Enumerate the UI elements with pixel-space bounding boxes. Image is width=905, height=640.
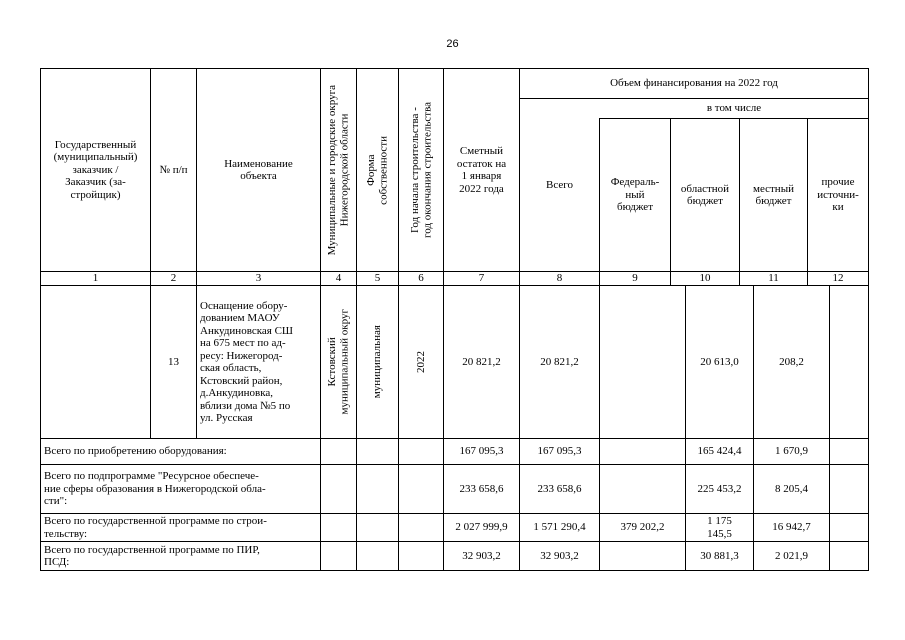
header-number: № п/п [159,163,188,176]
header-years: Год начала строительства - год окончания строительства [408,102,433,238]
header-balance: Сметный остаток на 1 января 2022 года [456,145,507,195]
column-number: 7 [478,272,485,285]
column-number: 2 [170,272,177,285]
row-municipality-cell [321,286,356,438]
header-federal: Федераль- ный бюджет [610,176,660,214]
total-sum: 1 571 290,4 [533,521,586,534]
row-local: 208,2 [779,355,804,368]
total-other [830,514,868,541]
header-customer: Государственный (муниципальный) заказчик / Заказчик (за- стройщик) [53,138,138,201]
column-number: 10 [699,272,711,285]
total-regional: 30 881,3 [700,549,739,562]
header-total: Всего [546,178,573,191]
header-municipality: Муниципальные и городские округа Нижегородской области [326,84,351,256]
row-object-name: Оснащение обору- дованием МАОУ Анкудиновская СШ на 675 мест по ад- ресу: Нижегород- ская область, Кстовский район, д.Анкудиновка, вблизи дома №5 по ул. Русская [200,299,294,424]
total-label: Всего по приобретению оборудования: [44,445,227,458]
header-years-cell [399,69,443,271]
total-balance: 167 095,3 [459,445,504,458]
column-number: 5 [374,272,381,285]
header-local: местный бюджет [753,182,794,207]
total-balance: 2 027 999,9 [455,521,508,534]
column-number: 3 [255,272,262,285]
row-years-cell [399,286,443,438]
column-number: 8 [556,272,563,285]
column-number: 4 [335,272,342,285]
header-including: в том числе [706,102,762,115]
row-municipality: Кстовский муниципальный округ [326,309,351,415]
total-federal [600,439,685,464]
row-federal [600,286,685,438]
row-ownership-cell [357,286,398,438]
row-total: 20 821,2 [540,355,579,368]
header-municipality-cell [321,69,356,271]
total-federal [600,465,685,513]
row-regional: 20 613,0 [700,355,739,368]
column-number: 11 [768,272,779,285]
total-label: Всего по подпрограмме "Ресурсное обеспече- ние сферы образования в Нижегородской обла- сти": [44,470,266,508]
total-regional: 1 175 145,5 [707,515,732,540]
total-local: 16 942,7 [772,521,811,534]
header-other: прочие источни- ки [817,176,859,214]
total-sum: 167 095,3 [537,445,582,458]
total-other [830,465,868,513]
total-sum: 233 658,6 [537,482,582,495]
total-other [830,439,868,464]
column-number: 9 [632,272,638,285]
row-balance: 20 821,2 [462,355,501,368]
total-sum: 32 903,2 [540,549,579,562]
row-years: 2022 [414,351,427,373]
header-ownership-cell [357,69,398,271]
total-local: 2 021,9 [775,549,808,562]
row-other [830,286,868,438]
header-funding: Объем финансирования на 2022 год [610,77,778,90]
total-federal [600,542,685,570]
row-ownership: муниципальная [371,325,384,399]
total-balance: 32 903,2 [462,549,501,562]
total-balance: 233 658,6 [459,482,504,495]
header-object-name: Наименование объекта [224,157,293,182]
header-ownership: Форма собственности [365,135,390,205]
total-regional: 165 424,4 [697,445,742,458]
total-other [830,542,868,570]
column-number: 1 [92,272,99,285]
total-federal: 379 202,2 [620,521,665,534]
total-label: Всего по государственной программе по строи- тельству: [44,515,267,540]
column-number: 12 [832,272,844,285]
total-label: Всего по государственной программе по ПИР, ПСД: [44,543,260,568]
page-number: 26 [446,38,459,50]
total-local: 1 670,9 [775,445,808,458]
column-number: 6 [418,272,424,285]
total-regional: 225 453,2 [697,482,742,495]
row-number: 13 [168,355,179,368]
header-regional: областной бюджет [680,182,730,207]
total-local: 8 205,4 [775,482,808,495]
